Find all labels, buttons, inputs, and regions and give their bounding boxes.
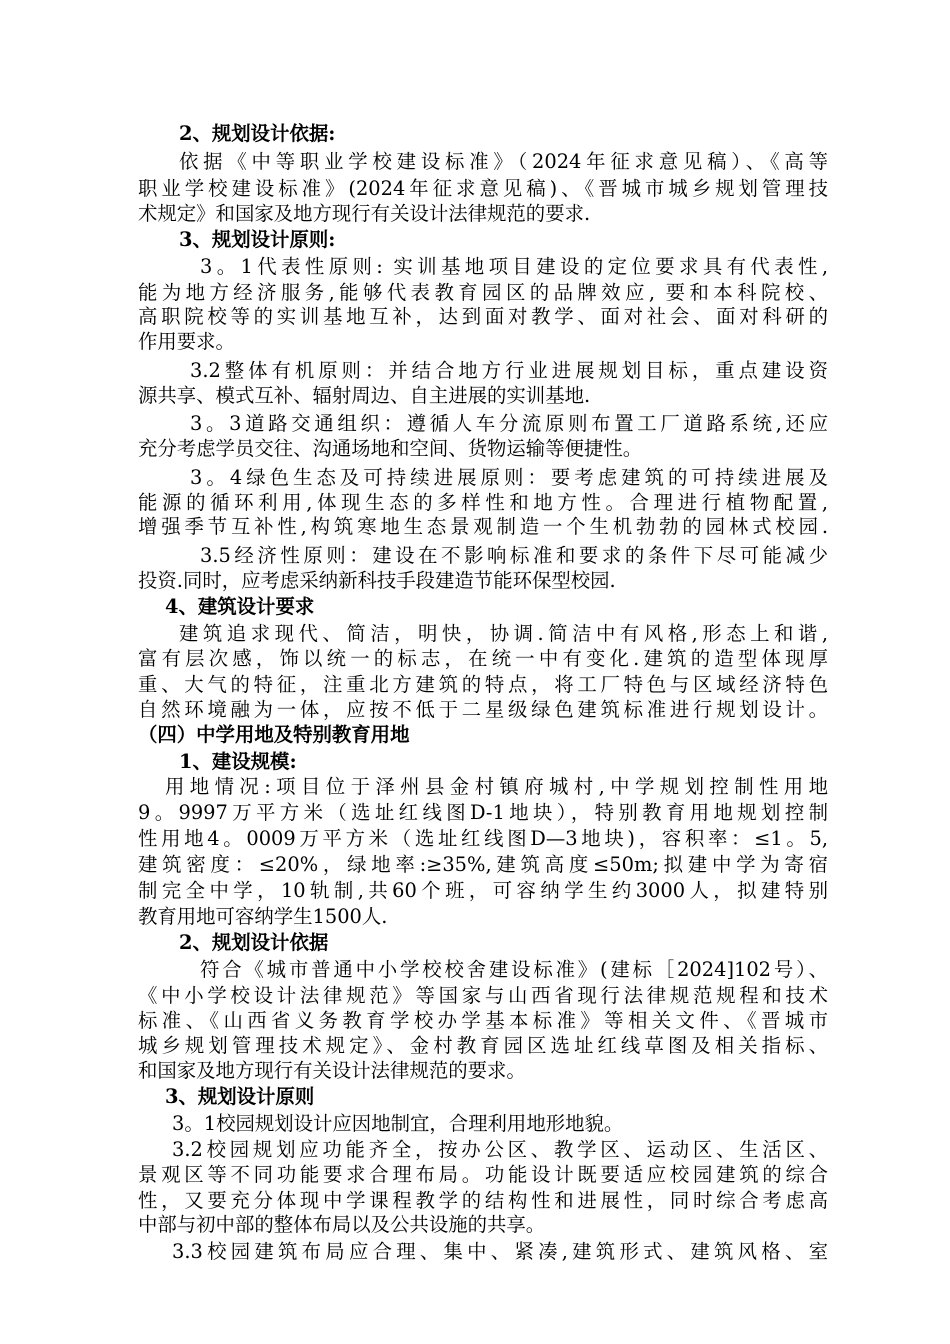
paragraph-line: 《中小学校设计法律规范》等国家与山西省现行法律规范规程和技术 [138, 984, 828, 1007]
paragraph-line: 3。1代表性原则: 实训基地项目建设的定位要求具有代表性, [200, 255, 828, 278]
paragraph-line: 3。4绿色生态及可持续进展原则：要考虑建筑的可持续进展及 [190, 466, 828, 489]
paragraph-line: 性，又要充分体现中学课程教学的结构性和进展性，同时综合考虑高 [138, 1189, 828, 1212]
paragraph-line: 能为地方经济服务,能够代表教育园区的品牌效应, 要和本科院校、 [138, 281, 828, 304]
paragraph-line: 制完全中学，10轨制,共60个班，可容纳学生约3000人，拟建特别 [138, 879, 828, 902]
paragraph-line: 术规定》和国家及地方现行有关设计法律规范的要求. [138, 202, 591, 225]
heading-design-basis-2: 2、规划设计依据 [179, 931, 329, 954]
paragraph-line: 3。1校园规划设计应因地制宜，合理利用地形地貌。 [172, 1112, 624, 1135]
heading-design-principles: 3、规划设计原则: [179, 228, 336, 251]
paragraph-line: 和国家及地方现行有关设计法律规范的要求。 [138, 1059, 526, 1082]
paragraph-line: 能源的循环利用,体现生态的多样性和地方性。合理进行植物配置, [138, 491, 828, 514]
paragraph-line: 标准、《山西省义务教育学校办学基本标准》等相关文件、《晋城市 [138, 1009, 828, 1032]
paragraph-line: 建筑密度：≤20%，绿地率:≥35%,建筑高度≤50m;拟建中学为寄宿 [138, 853, 828, 876]
paragraph-line: 自然环境融为一体，应按不低于二星级绿色建筑标准进行规划设计。 [138, 698, 828, 721]
paragraph-line: 源共享、模式互补、辐射周边、自主进展的实训基地. [138, 384, 591, 407]
paragraph-line: 教育用地可容纳学生1500人. [138, 905, 388, 928]
paragraph-line: 3.2整体有机原则：并结合地方行业进展规划目标，重点建设资 [190, 359, 828, 382]
paragraph-line: 富有层次感，饰以统一的标志，在统一中有变化.建筑的造型体现厚 [138, 647, 828, 670]
paragraph-line: 职业学校建设标准》(2024年征求意见稿)、《晋城市城乡规划管理技 [138, 177, 828, 200]
paragraph-line: 性用地4。0009万平方米（选址红线图D—3地块)，容积率：≤1。5, [138, 827, 828, 850]
paragraph-line: 增强季节互补性,构筑寒地生态景观制造一个生机勃勃的园林式校园. [138, 515, 828, 538]
paragraph-line: 重、大气的特征，注重北方建筑的特点，将工厂特色与区域经济特色 [138, 673, 828, 696]
paragraph-line: 用地情况:项目位于泽州县金村镇府城村,中学规划控制性用地 [165, 775, 828, 798]
paragraph-line: 作用要求。 [138, 330, 235, 353]
paragraph-line: 依据《中等职业学校建设标准》（2024年征求意见稿）、《高等 [179, 150, 828, 173]
paragraph-line: 3.2校园规划应功能齐全，按办公区、教学区、运动区、生活区、 [172, 1138, 828, 1161]
heading-construction-scale: 1、建设规模: [179, 750, 297, 773]
paragraph-line: 高职院校等的实训基地互补，达到面对教学、面对社会、面对科研的 [138, 305, 828, 328]
heading-design-basis: 2、规划设计依据: [179, 122, 336, 145]
paragraph-line: 符合《城市普通中小学校校舍建设标准》(建标［2024]102号）、 [200, 958, 828, 981]
paragraph-line: 景观区等不同功能要求合理布局。功能设计既要适应校园建筑的综合 [138, 1163, 828, 1186]
paragraph-line: 3.3校园建筑布局应合理、集中、紧凑,建筑形式、建筑风格、室 [172, 1240, 828, 1263]
paragraph-line: 建筑追求现代、简洁，明快，协调.简洁中有风格,形态上和谐, [179, 622, 828, 645]
paragraph-line: 投资.同时，应考虑采纳新科技手段建造节能环保型校园. [138, 569, 616, 592]
heading-building-requirements: 4、建筑设计要求 [165, 595, 315, 618]
paragraph-line: 9。9997万平方米（选址红线图D-1地块），特别教育用地规划控制 [138, 801, 828, 824]
section-heading-four: （四）中学用地及特别教育用地 [138, 723, 410, 746]
paragraph-line: 3.5经济性原则：建设在不影响标准和要求的条件下尽可能减少 [200, 544, 828, 567]
paragraph-line: 城乡规划管理技术规定》、金村教育园区选址红线草图及相关指标、 [138, 1034, 828, 1057]
paragraph-line: 3。3道路交通组织：遵循人车分流原则布置工厂道路系统,还应 [190, 412, 828, 435]
paragraph-line: 充分考虑学员交往、沟通场地和空间、货物运输等便捷性。 [138, 437, 643, 460]
heading-design-principles-2: 3、规划设计原则 [165, 1085, 315, 1108]
paragraph-line: 中部与初中部的整体布局以及公共设施的共享。 [138, 1213, 546, 1236]
